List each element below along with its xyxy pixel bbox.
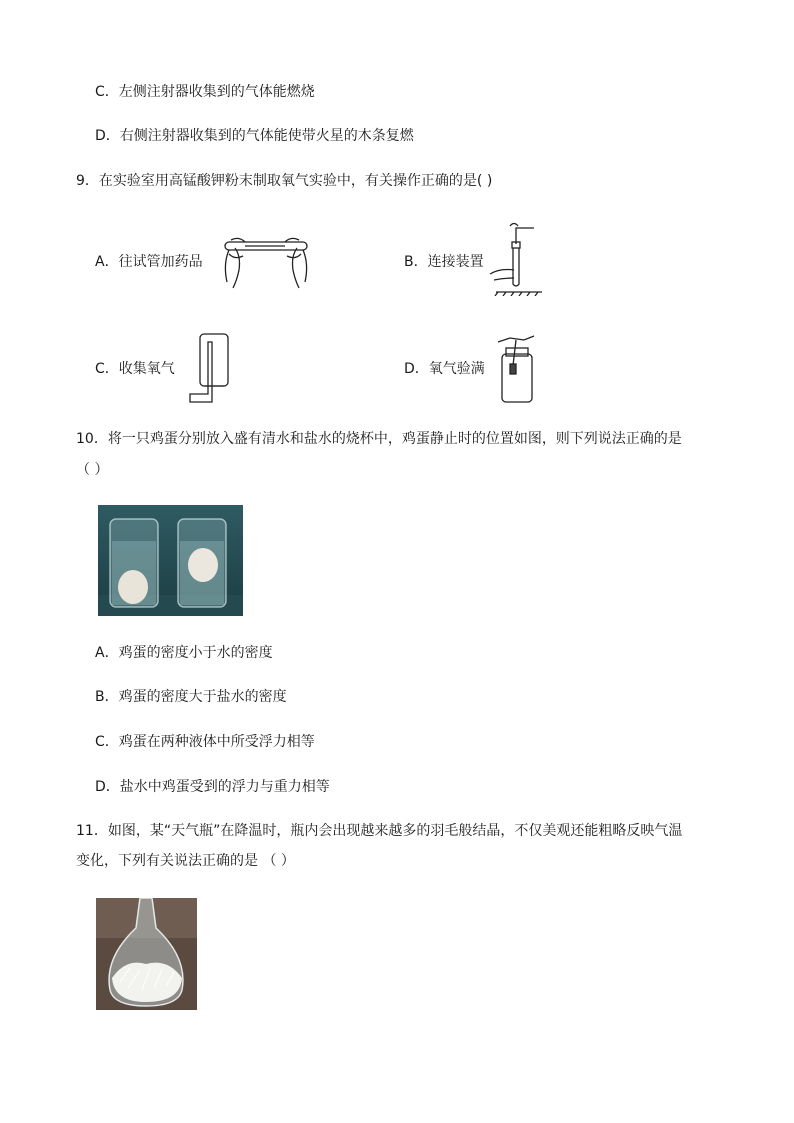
q9-option-c: C．收集氧气 <box>95 361 175 377</box>
q10-stem-line2: （ ） <box>76 462 109 478</box>
q11-stem-line1: 11．如图，某“天气瓶”在降温时，瓶内会出现越来越多的羽毛般结晶，不仅美观还能粗略反映气温 <box>76 823 683 839</box>
q10-stem-line1: 10．将一只鸡蛋分别放入盛有清水和盐水的烧杯中，鸡蛋静止时的位置如图，则下列说法正确的是 <box>76 431 682 447</box>
add-reagent-figure <box>215 230 315 292</box>
q9-option-b: B．连接装置 <box>404 254 484 270</box>
connect-apparatus-figure <box>488 222 544 296</box>
collect-oxygen-figure <box>188 332 234 408</box>
q9-option-a: A．往试管加药品 <box>95 254 203 270</box>
q11-stem-line2: 变化，下列有关说法正确的是 （ ） <box>76 853 295 869</box>
q10-option-a: A．鸡蛋的密度小于水的密度 <box>95 645 273 661</box>
egg-beakers-photo <box>98 505 243 616</box>
q9-option-d: D．氧气验满 <box>404 361 485 377</box>
q9-stem: 9．在实验室用高锰酸钾粉末制取氧气实验中，有关操作正确的是( ) <box>76 173 493 189</box>
q10-option-c: C．鸡蛋在两种液体中所受浮力相等 <box>95 734 315 750</box>
storm-glass-photo <box>96 898 197 1010</box>
check-oxygen-full-figure <box>496 334 536 406</box>
q8-option-c: C．左侧注射器收集到的气体能燃烧 <box>95 84 315 100</box>
q10-option-b: B．鸡蛋的密度大于盐水的密度 <box>95 689 287 705</box>
q10-option-d: D．盐水中鸡蛋受到的浮力与重力相等 <box>95 779 330 795</box>
q8-option-d: D．右侧注射器收集到的气体能使带火星的木条复燃 <box>95 128 414 144</box>
